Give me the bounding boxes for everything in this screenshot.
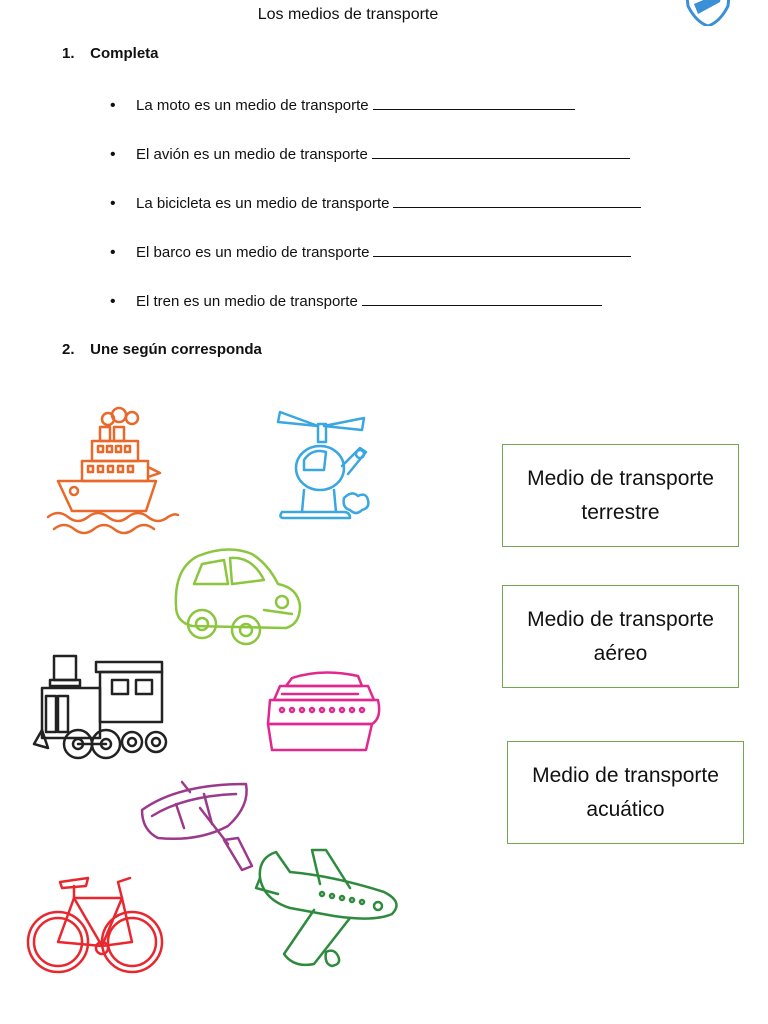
bullet-icon: • [110,293,116,310]
category-line-2: terrestre [581,500,660,524]
bicycle-icon[interactable] [26,868,166,978]
question-1-number: 1. [62,45,75,62]
fill-in-text: La bicicleta es un medio de transporte [136,195,390,212]
question-1-label: Completa [90,45,159,62]
fill-in-text: La moto es un medio de transporte [136,97,369,114]
category-box-terrestrial[interactable] [502,444,739,547]
category-box-air[interactable] [502,585,739,688]
car-icon[interactable] [168,544,304,646]
page-title: Los medios de transporte [257,6,439,23]
category-line-1: Medio de transporte [532,763,719,787]
answer-blank[interactable] [373,95,575,110]
fill-in-text: El avión es un medio de transporte [136,146,368,163]
fill-in-item [110,193,641,213]
cruise-ship-icon[interactable] [262,668,384,756]
rowboat-icon[interactable] [138,780,260,874]
answer-blank[interactable] [372,144,630,159]
shield-logo-icon [680,0,736,26]
bullet-icon: • [110,97,116,114]
bullet-icon: • [110,146,116,163]
helicopter-icon[interactable] [274,408,370,532]
train-icon[interactable] [30,652,172,764]
question-2-heading [62,341,262,358]
fill-in-text: El barco es un medio de transporte [136,244,370,261]
bullet-icon: • [110,195,116,212]
answer-blank[interactable] [362,291,602,306]
question-2-number: 2. [62,341,75,358]
category-box-water[interactable] [507,741,744,844]
category-line-2: aéreo [593,641,648,665]
category-line-1: Medio de transporte [527,607,714,631]
fill-in-item [110,291,602,311]
category-line-1: Medio de transporte [527,466,714,490]
fill-in-item [110,144,630,164]
answer-blank[interactable] [393,193,641,208]
fill-in-item [110,242,631,262]
steamship-icon[interactable] [44,405,180,540]
question-2-label: Une según corresponda [90,341,262,358]
fill-in-text: El tren es un medio de transporte [136,293,358,310]
category-line-2: acuático [586,797,665,821]
question-1-heading [62,45,159,62]
bullet-icon: • [110,244,116,261]
fill-in-item [110,95,575,115]
answer-blank[interactable] [373,242,631,257]
airplane-icon[interactable] [254,848,404,972]
